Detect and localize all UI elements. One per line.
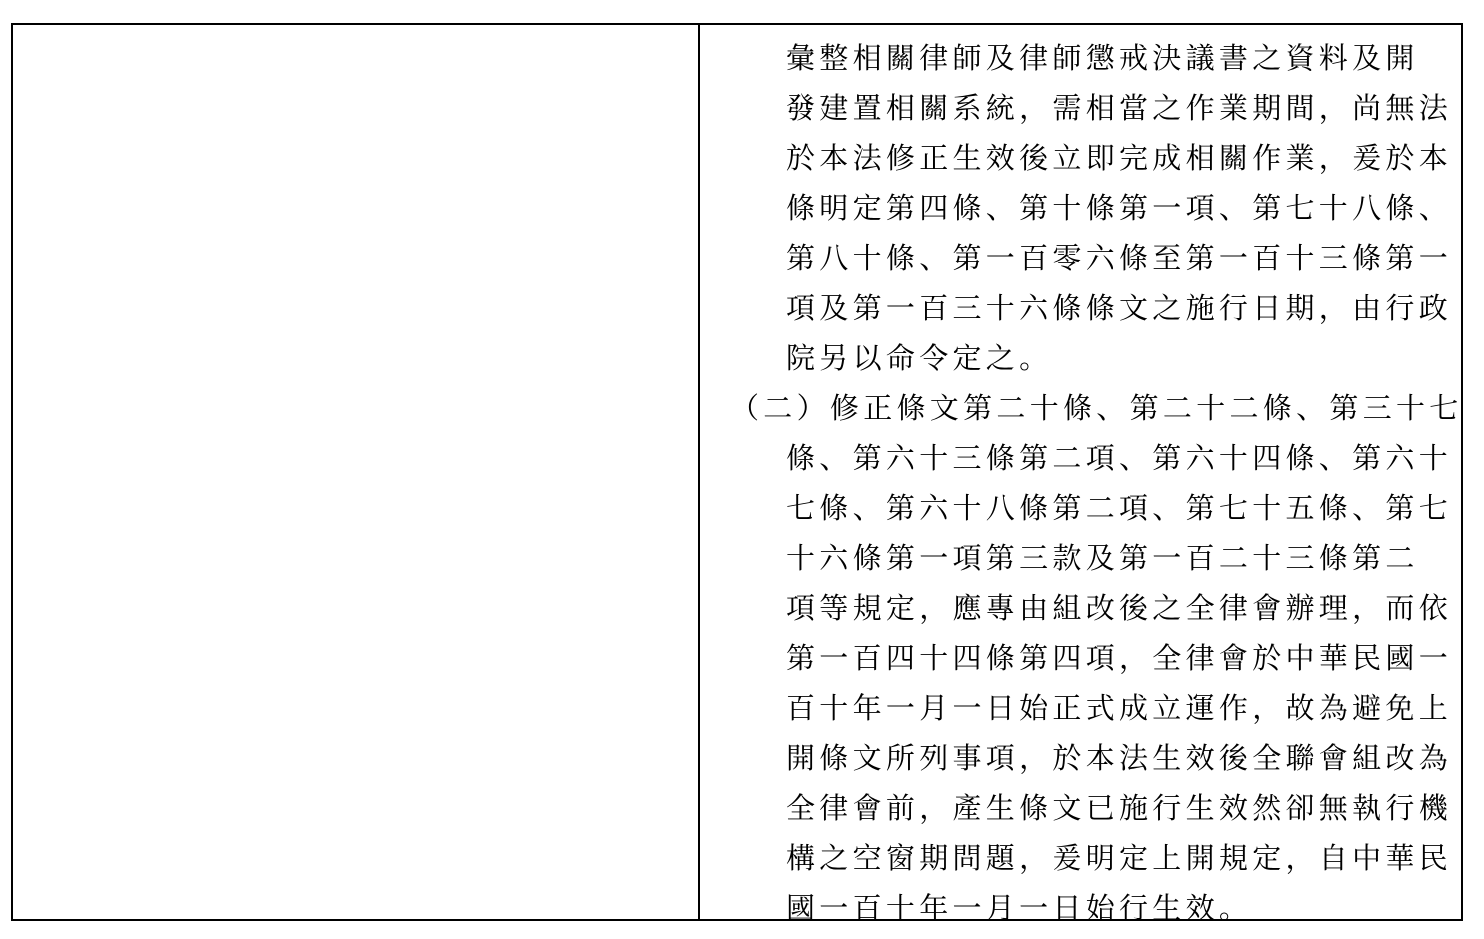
explanation-line: 院另以命令定之。 (786, 341, 1053, 375)
explanation-line: 項等規定，應專由組改後之全律會辦理，而依 (786, 591, 1453, 625)
explanation-line: 項及第一百三十六條條文之施行日期，由行政 (786, 291, 1453, 325)
explanation-line: 全律會前，產生條文已施行生效然卻無執行機 (786, 791, 1453, 825)
explanation-line: 十六條第一項第三款及第一百二十三條第二 (786, 541, 1419, 575)
explanation-line: 國一百十年一月一日始行生效。 (786, 891, 1253, 925)
explanation-line: 百十年一月一日始正式成立運作，故為避免上 (786, 691, 1453, 725)
explanation-line: 發建置相關系統，需相當之作業期間，尚無法 (786, 91, 1453, 125)
explanation-line: 七條、第六十八條第二項、第七十五條、第七 (786, 491, 1453, 525)
left-column-empty (13, 25, 700, 919)
explanation-column (700, 25, 1463, 925)
explanation-line: 條、第六十三條第二項、第六十四條、第六十 (786, 441, 1453, 475)
explanation-line: 條明定第四條、第十條第一項、第七十八條、 (786, 191, 1453, 225)
comparison-table (11, 23, 1463, 925)
explanation-line: 第一百四十四條第四項，全律會於中華民國一 (786, 641, 1453, 675)
item-two-heading-line: （二）修正條文第二十條、第二十二條、第三十七 (730, 391, 1463, 425)
explanation-line: 於本法修正生效後立即完成相關作業，爰於本 (786, 141, 1453, 175)
explanation-line: 開條文所列事項，於本法生效後全聯會組改為 (786, 741, 1453, 775)
explanation-line: 第八十條、第一百零六條至第一百十三條第一 (786, 241, 1453, 275)
explanation-line: 彙整相關律師及律師懲戒決議書之資料及開 (786, 41, 1419, 75)
explanation-line: 構之空窗期問題，爰明定上開規定，自中華民 (786, 841, 1453, 875)
